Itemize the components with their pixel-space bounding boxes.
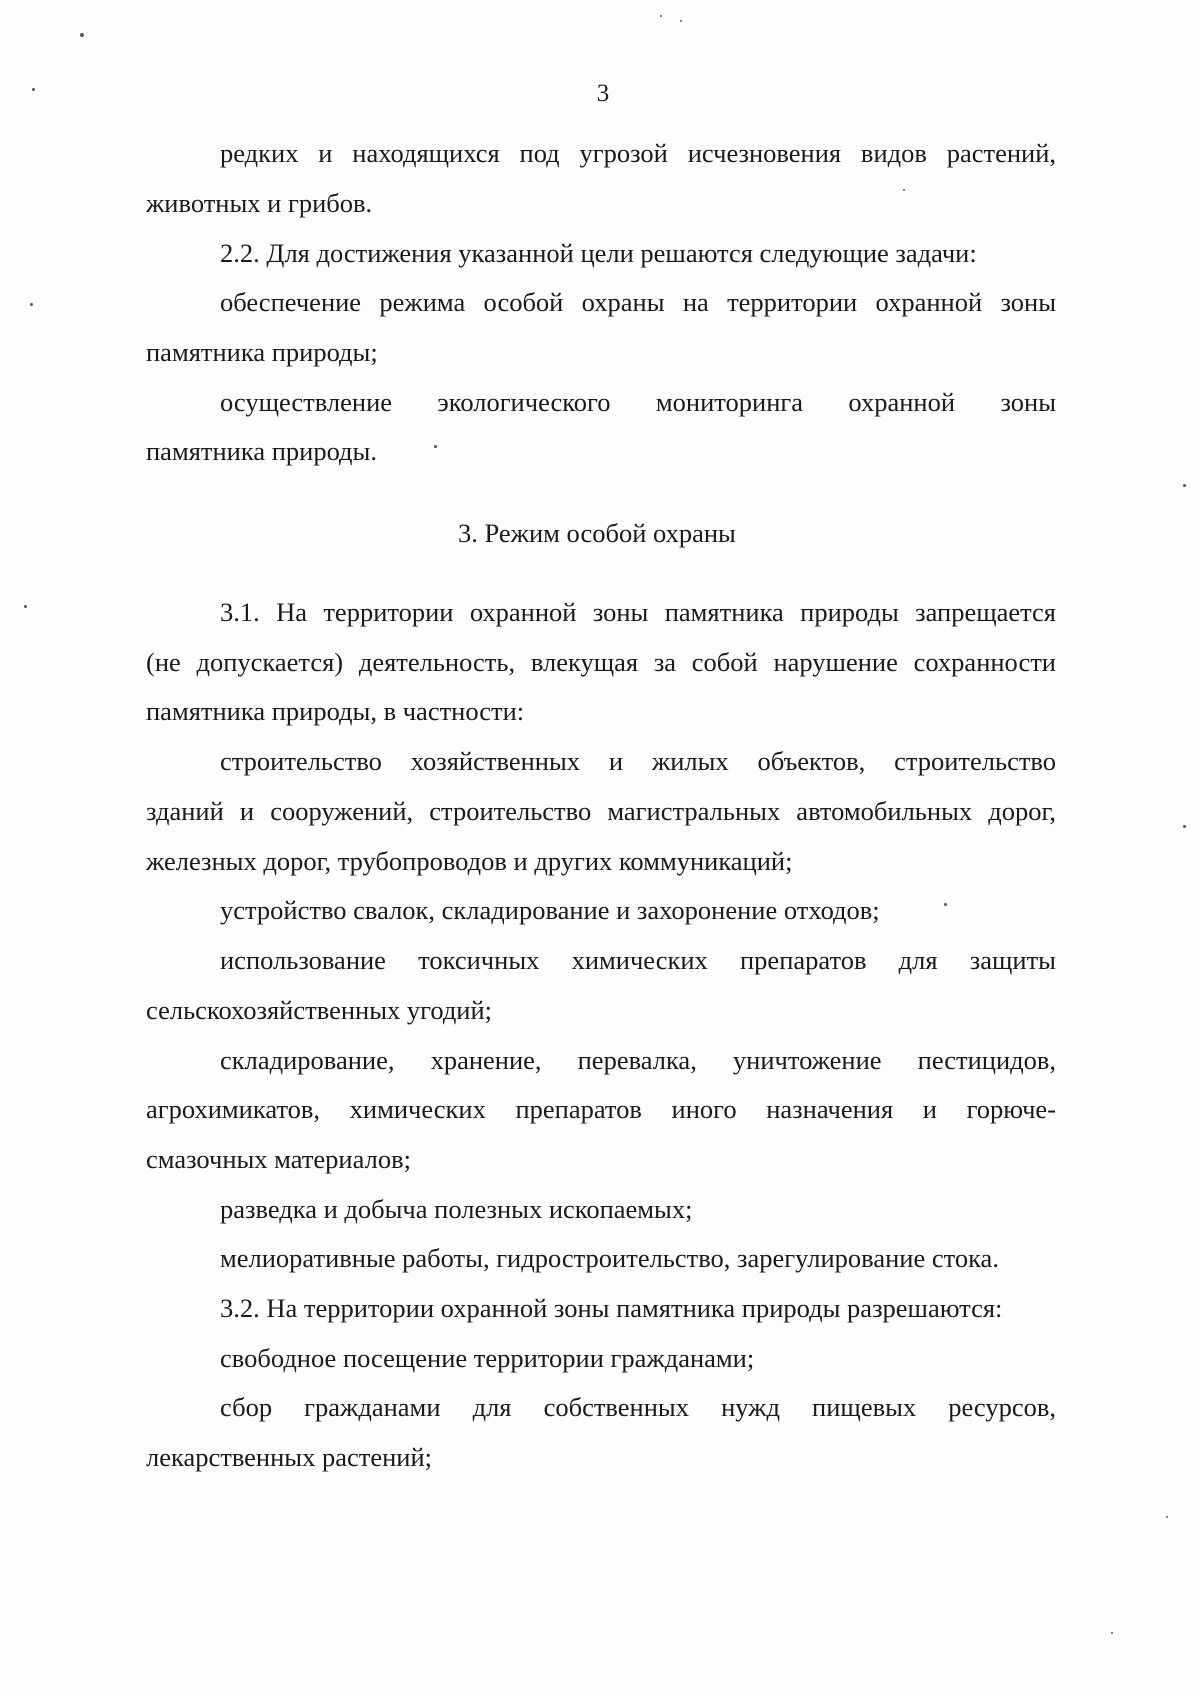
- text-line: (не допускается) деятельность, влекущая за собой нарушение сохранности: [146, 647, 1056, 677]
- text-line: сбор гражданами для собственных нужд пищевых ресурсов,: [220, 1392, 1056, 1422]
- text-line: обеспечение режима особой охраны на территории охранной зоны: [220, 287, 1056, 317]
- text-line: мелиоративные работы, гидростроительство, зарегулирование стока.: [220, 1243, 999, 1273]
- scan-speck: [434, 445, 437, 448]
- text-line: сельскохозяйственных угодий;: [146, 995, 493, 1025]
- scan-speck: [30, 303, 33, 306]
- scan-speck: [1111, 1632, 1113, 1634]
- text-line: железных дорог, трубопроводов и других коммуникаций;: [146, 846, 793, 876]
- text-line: складирование, хранение, перевалка, уничтожение пестицидов,: [220, 1045, 1056, 1075]
- scan-speck: [660, 15, 662, 17]
- text-line: разведка и добыча полезных ископаемых;: [220, 1194, 693, 1224]
- text-line: памятника природы.: [146, 436, 377, 466]
- text-line: зданий и сооружений, строительство магистральных автомобильных дорог,: [146, 796, 1056, 826]
- scan-speck: [1183, 825, 1186, 828]
- text-line: 3.1. На территории охранной зоны памятника природы запрещается: [220, 597, 1056, 627]
- text-line: 3.2. На территории охранной зоны памятника природы разрешаются:: [220, 1293, 1003, 1323]
- scan-speck: [944, 903, 947, 906]
- text-line: агрохимикатов, химических препаратов иного назначения и горюче-: [146, 1094, 1056, 1124]
- scan-speck: [32, 88, 35, 91]
- page-number: 3: [596, 80, 610, 107]
- section-heading: 3. Режим особой охраны: [458, 518, 736, 548]
- scan-speck: [80, 33, 84, 37]
- text-line: свободное посещение территории гражданами;: [220, 1343, 755, 1373]
- text-line: смазочных материалов;: [146, 1144, 411, 1174]
- scan-speck: [1183, 484, 1186, 487]
- scan-speck: [24, 605, 27, 608]
- text-line: памятника природы, в частности:: [146, 696, 525, 726]
- text-line: осуществление экологического мониторинга охранной зоны: [220, 387, 1056, 417]
- text-line: памятника природы;: [146, 337, 378, 367]
- scan-speck: [903, 189, 905, 191]
- text-line: устройство свалок, складирование и захоронение отходов;: [220, 895, 880, 925]
- text-line: строительство хозяйственных и жилых объектов, строительство: [220, 746, 1056, 776]
- text-line: лекарственных растений;: [146, 1442, 433, 1472]
- text-line: животных и грибов.: [146, 188, 373, 218]
- scan-speck: [1166, 1516, 1168, 1518]
- text-line: использование токсичных химических препаратов для защиты: [220, 945, 1056, 975]
- text-line: редких и находящихся под угрозой исчезновения видов растений,: [220, 138, 1056, 168]
- scan-speck: [680, 20, 682, 22]
- text-line: 2.2. Для достижения указанной цели решаются следующие задачи:: [220, 238, 977, 268]
